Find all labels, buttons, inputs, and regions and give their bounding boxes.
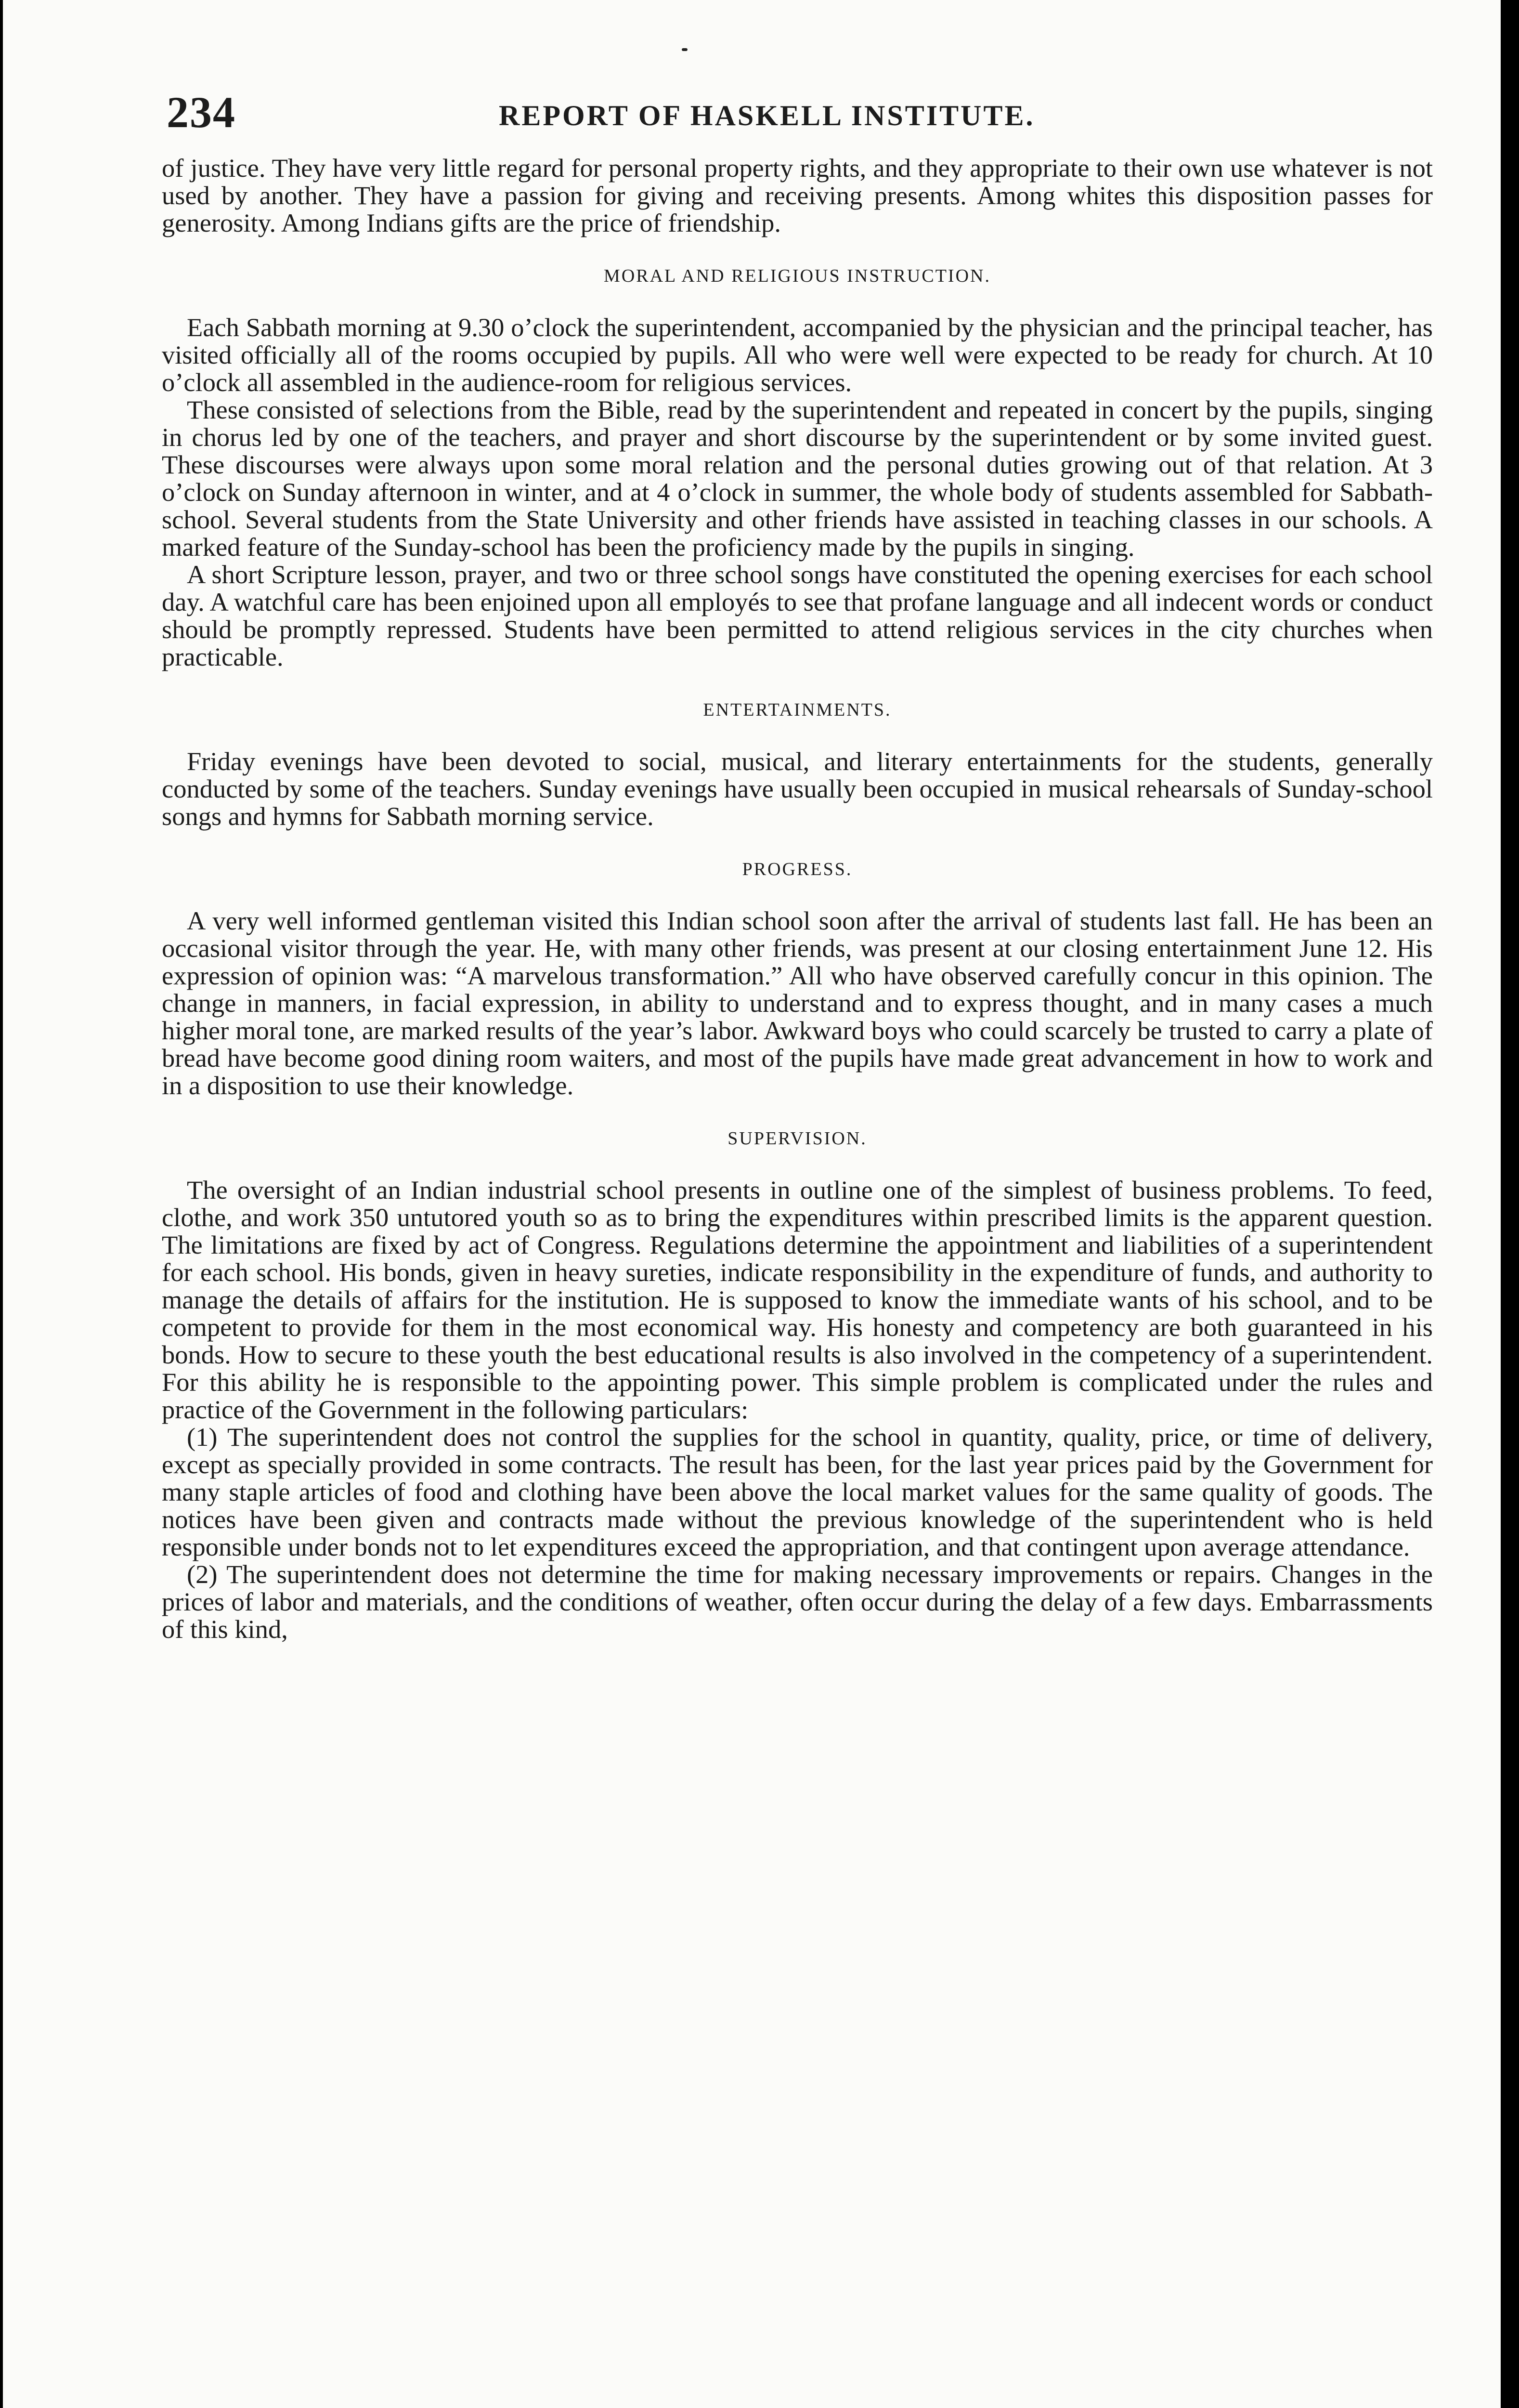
heading-entertainments: ENTERTAINMENTS. <box>703 700 892 720</box>
paragraph: (1) The superintendent does not control the supplies for the school in quantity, quality, price, or time of delivery, except as specially provided in some contracts. The result has been, for the last year prices paid by the Government for many staple articles of food and clothing have been above the local market values for the same quality of goods. The notices have been given and contracts made without the previous knowledge of the superintendent who is held responsible under bonds not to let expenditures exceed the appropriation, and that contingent upon average attendance. <box>162 1422 1433 1561</box>
page-content <box>162 72 1433 1643</box>
running-title: REPORT OF HASKELL INSTITUTE. <box>499 100 1035 131</box>
paragraph: (2) The superintendent does not determine the time for making necessary improvements or repairs. Changes in the prices of labor and materials, and the conditions of weather, often occur during the delay of a few days. Embarrassments of this kind, <box>162 1559 1433 1644</box>
heading-moral-religious-instruction: MORAL AND RELIGIOUS INSTRUCTION. <box>604 266 991 286</box>
paragraph: The oversight of an Indian industrial school presents in outline one of the simplest of business problems. To feed, clothe, and work 350 untutored youth so as to bring the expenditures within prescribed limits is the apparent question. The limitations are fixed by act of Congress. Regulations determine the appointment and liabilities of a superintendent for each school. His bonds, given in heavy sureties, indicate responsibility in the expenditure of funds, and authority to manage the details of affairs for the institution. He is supposed to know the immediate wants of his school, and to be competent to provide for them in the most economical way. His honesty and competency are both guaranteed in his bonds. How to secure to these youth the best educational results is also involved in the competency of a superintendent. For this ability he is responsible to the appointing power. This simple problem is complicated under the rules and practice of the Government in the following particulars: <box>162 1175 1433 1424</box>
scanned-sheet <box>3 0 1501 2408</box>
paragraph: A very well informed gentleman visited this Indian school soon after the arrival of students last fall. He has been an occasional visitor through the year. He, with many other friends, was present at our closing entertainment June 12. His expression of opinion was: “A marvelous transformation.” All who have observed carefully concur in this opinion. The change in manners, in facial expression, in ability to understand and to express thought, and in many cases a much higher moral tone, are marked results of the year’s labor. Awkward boys who could scarcely be trusted to carry a plate of bread have become good dining room waiters, and most of the pupils have made great advancement in how to work and in a disposition to use their knowledge. <box>162 906 1433 1100</box>
paragraph: Each Sabbath morning at 9.30 o’clock the superintendent, accompanied by the physician and the principal teacher, has visited officially all of the rooms occupied by pupils. All who were well were expected to be ready for church. At 10 o’clock all assembled in the audience-room for religious services. <box>162 313 1433 397</box>
heading-supervision: SUPERVISION. <box>727 1128 867 1149</box>
paragraph: These consisted of selections from the Bible, read by the superintendent and repeated in concert by the pupils, singing in chorus led by one of the teachers, and prayer and short discourse by the superintendent or by some invited guest. These discourses were always upon some moral relation and the personal duties growing out of that relation. At 3 o’clock on Sunday afternoon in winter, and at 4 o’clock in summer, the whole body of students assembled for Sabbath-school. Several students from the State University and other friends have assisted in teaching classes in our schools. A marked feature of the Sunday-school has been the proficiency made by the pupils in singing. <box>162 395 1433 562</box>
page-number: 234 <box>167 88 236 137</box>
running-head <box>162 87 1433 154</box>
opening-paragraph: of justice. They have very little regard for personal property rights, and they appropriate to their own use whatever is not used by another. They have a passion for giving and receiving presents. Among whites this disposition passes for generosity. Among Indians gifts are the price of friendship. <box>162 153 1433 237</box>
print-speck <box>682 48 688 51</box>
paragraph: A short Scripture lesson, prayer, and two or three school songs have constituted the opening exercises for each school day. A watchful care has been enjoined upon all employés to see that profane language and all indecent words or conduct should be promptly repressed. Students have been permitted to attend religious services in the city churches when practicable. <box>162 560 1433 671</box>
paragraph: Friday evenings have been devoted to social, musical, and literary entertainments for the students, generally conducted by some of the teachers. Sunday evenings have usually been occupied in musical rehearsals of Sunday-school songs and hymns for Sabbath morning service. <box>162 746 1433 831</box>
heading-progress: PROGRESS. <box>742 859 853 879</box>
